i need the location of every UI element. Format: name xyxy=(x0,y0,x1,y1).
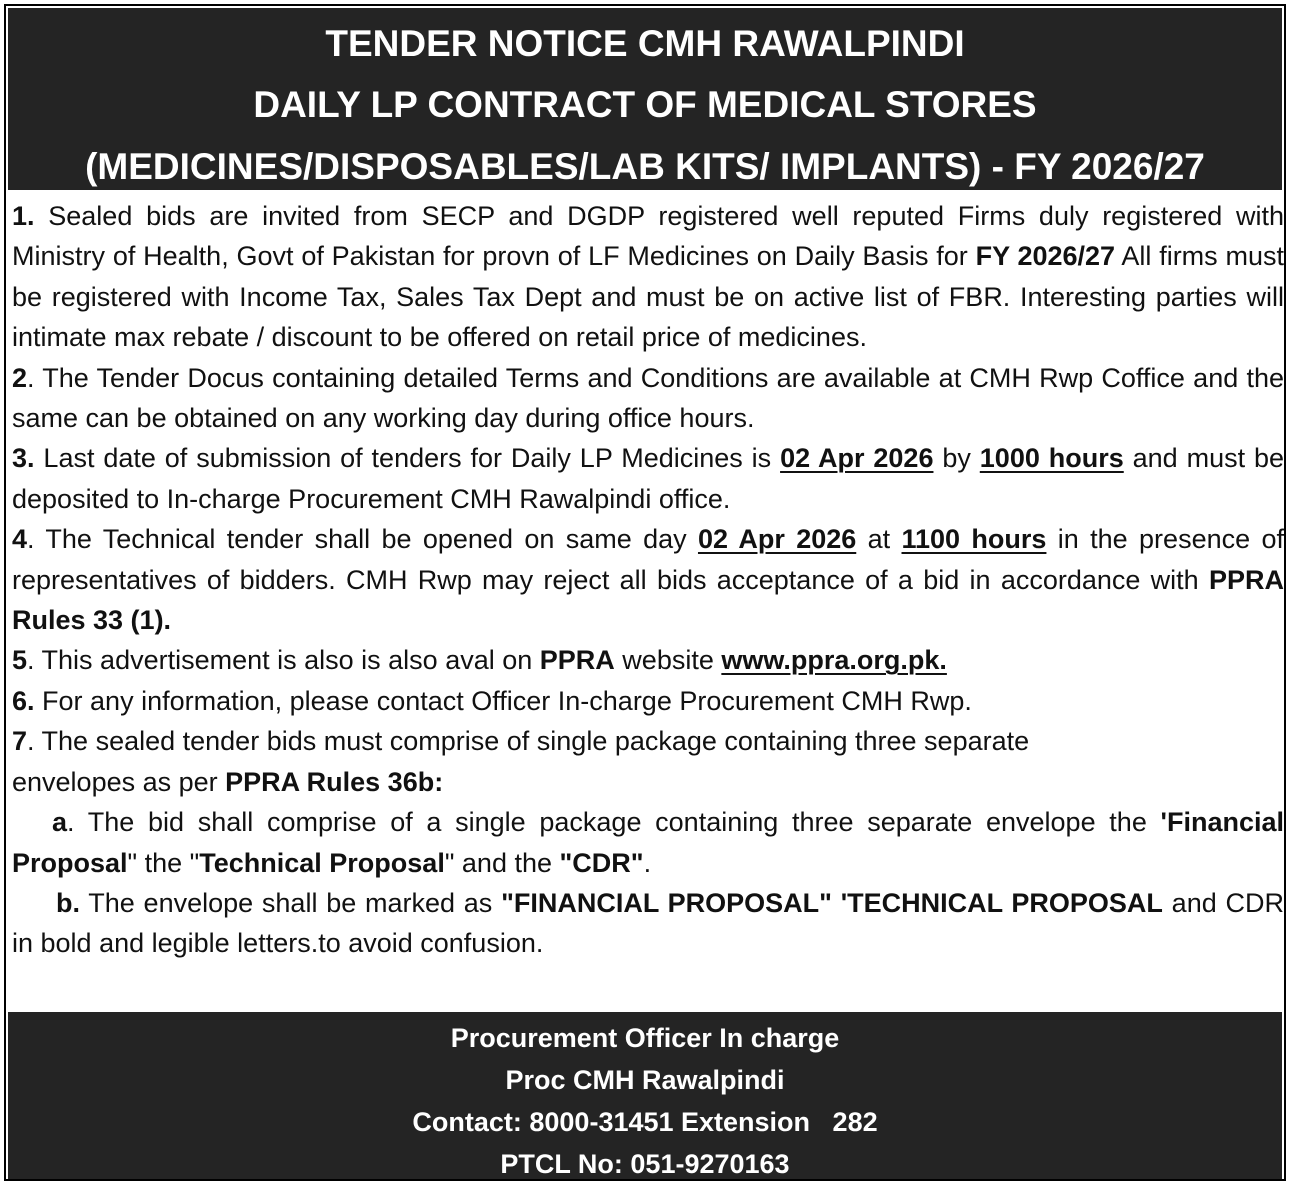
paragraph-text: All firms must be registered with Income Tax, Sales Tax Dept and must be on active list of FBR. Interesting parties will intimate max rebate / discount to be offered on retail price of medicines. xyxy=(12,241,1285,353)
paragraph-text: For any information, please contact Officer In-charge Procurement CMH Rwp. xyxy=(34,685,972,716)
fiscal-year: FY 2026/27 xyxy=(975,241,1116,272)
paragraph-number: 2 xyxy=(12,362,28,393)
paragraph-7 xyxy=(12,721,1284,802)
paragraph-number: 3. xyxy=(12,443,35,474)
paragraph-2 xyxy=(12,358,1284,439)
paragraph-number: 4 xyxy=(12,524,28,555)
officer-title: Procurement Officer In charge xyxy=(450,1023,840,1053)
ppra-website-link[interactable]: www.ppra.org.pk. xyxy=(721,645,947,676)
paragraph-text: Sealed bids are invited from SECP and DGDP registered well reputed Firms duly registered with Ministry of Health, Govt of Pakistan for provn of LF Medicines on Daily Basis for xyxy=(12,201,1284,272)
financial-proposal-label: 'Financial Proposal xyxy=(12,807,1284,878)
paragraph-7a xyxy=(12,802,1284,883)
paragraph-number: 7 xyxy=(12,726,28,757)
paragraph-text: " and the xyxy=(444,847,560,878)
notice-scope: (MEDICINES/DISPOSABLES/LAB KITS/ IMPLANTS) - FY 2026/27 xyxy=(85,146,1205,187)
paragraph-number: 6. xyxy=(12,685,35,716)
paragraph-text: and must be deposited to In-charge Procurement CMH Rawalpindi office. xyxy=(12,443,1285,514)
paragraph-text: . This advertisement is also is also aval on xyxy=(27,645,540,676)
notice-header xyxy=(8,8,1282,190)
ptcl-number: PTCL No: 051-9270163 xyxy=(500,1149,790,1179)
opening-date: 02 Apr 2026 xyxy=(697,524,857,555)
sub-item-label: b. xyxy=(56,887,80,918)
paragraph-text: . The sealed tender bids must comprise of single package containing three separate xyxy=(27,726,1030,757)
paragraph-5 xyxy=(12,640,1284,680)
paragraph-6 xyxy=(12,681,1284,721)
paragraph-text: . The Technical tender shall be opened on same day xyxy=(27,524,698,555)
envelope-markings: "FINANCIAL PROPOSAL" 'TECHNICAL PROPOSAL xyxy=(501,887,1163,918)
paragraph-text: at xyxy=(856,524,902,555)
sub-item-label: a xyxy=(52,807,68,838)
paragraph-4 xyxy=(12,519,1284,640)
paragraph-text: The envelope shall be marked as xyxy=(80,887,502,918)
ppra-rule: PPRA Rules 36b: xyxy=(225,766,444,797)
tender-notice xyxy=(4,4,1286,1181)
paragraph-text: . The Tender Docus containing detailed Terms and Conditions are available at CMH Rwp Coffice and the same can be obtained on any working day during office hours. xyxy=(12,362,1284,434)
paragraph-text: . xyxy=(643,847,652,878)
notice-body xyxy=(12,196,1284,964)
paragraph-1 xyxy=(12,196,1284,358)
paragraph-text: and CDR in bold and legible letters.to avoid confusion. xyxy=(12,887,1284,959)
notice-subtitle: DAILY LP CONTRACT OF MEDICAL STORES xyxy=(253,84,1037,125)
paragraph-text: " the " xyxy=(127,847,200,878)
paragraph-3 xyxy=(12,438,1284,519)
paragraph-text: Last date of submission of tenders for Daily LP Medicines is xyxy=(34,443,781,474)
notice-footer xyxy=(8,1012,1282,1179)
cdr-label: "CDR" xyxy=(559,847,644,878)
submission-time: 1000 hours xyxy=(979,443,1124,474)
paragraph-7b xyxy=(12,883,1284,964)
paragraph-text: by xyxy=(933,443,980,474)
paragraph-number: 5 xyxy=(12,645,28,676)
opening-time: 1100 hours xyxy=(901,524,1047,555)
technical-proposal-label: Technical Proposal xyxy=(199,847,445,878)
paragraph-text: . The bid shall comprise of a single package containing three separate envelope the xyxy=(67,807,1161,838)
notice-title: TENDER NOTICE CMH RAWALPINDI xyxy=(325,23,965,64)
paragraph-text: website xyxy=(614,645,722,676)
office-name: Proc CMH Rawalpindi xyxy=(505,1065,785,1095)
paragraph-text: envelopes as per xyxy=(12,766,226,797)
contact-number: Contact: 8000-31451 Extension 282 xyxy=(412,1107,878,1137)
paragraph-text: in the presence of representatives of bidders. CMH Rwp may reject all bids acceptance of a bid in accordance with xyxy=(12,524,1284,595)
submission-date: 02 Apr 2026 xyxy=(780,443,934,474)
paragraph-number: 1. xyxy=(12,201,35,231)
ppra-label: PPRA xyxy=(539,645,615,676)
ppra-rule: PPRA Rules 33 (1). xyxy=(12,564,1284,636)
